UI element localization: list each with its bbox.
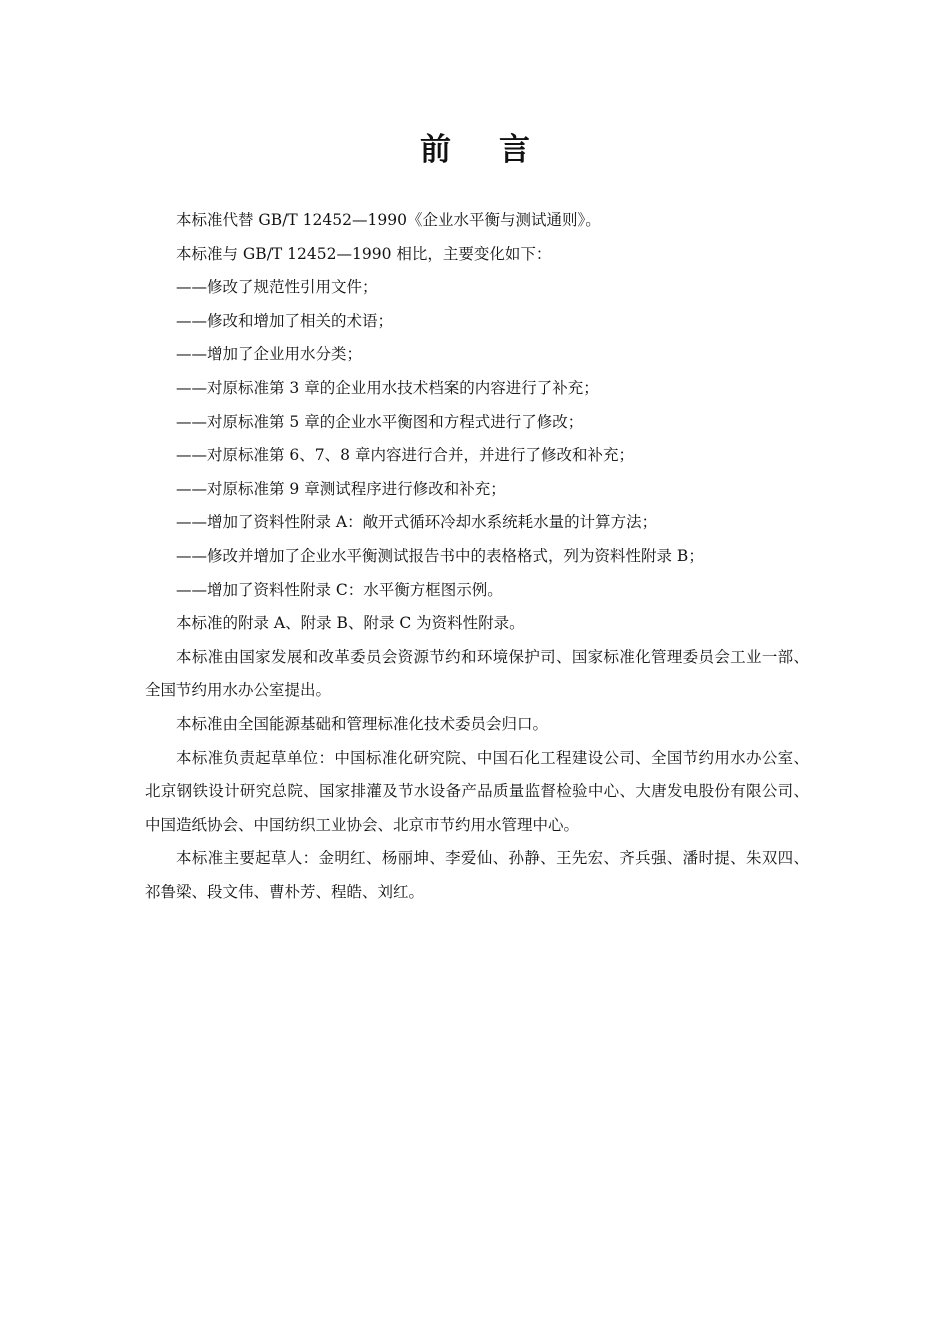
- paragraph: 本标准由国家发展和改革委员会资源节约和环境保护司、国家标准化管理委员会工业一部、全国节约用水办公室提出。: [145, 647, 809, 700]
- paragraph: 本标准负责起草单位：中国标准化研究院、中国石化工程建设公司、全国节约用水办公室、北京钢铁设计研究总院、国家排灌及节水设备产品质量监督检验中心、大唐发电股份有限公司、中国造纸协会、中国纺织工业协会、北京市节约用水管理中心。: [145, 748, 809, 834]
- paragraph: 本标准主要起草人：金明红、杨丽坤、李爱仙、孙静、王先宏、齐兵强、潘时提、朱双四、祁鲁梁、段文伟、曹朴芳、程皓、刘红。: [145, 849, 809, 901]
- paragraph: 本标准代替 GB/T 12452—1990《企业水平衡与测试通则》。: [176, 211, 601, 229]
- paragraph: 本标准与 GB/T 12452—1990 相比，主要变化如下：: [176, 244, 552, 263]
- list-item: ——修改并增加了企业水平衡测试报告书中的表格格式，列为资料性附录 B；: [176, 546, 704, 565]
- paragraph: 本标准由全国能源基础和管理标准化技术委员会归口。: [176, 714, 549, 733]
- list-item: ——修改了规范性引用文件；: [176, 278, 378, 297]
- list-item: ——对原标准第 9 章测试程序进行修改和补充；: [176, 479, 506, 498]
- list-item: ——对原标准第 5 章的企业水平衡图和方程式进行了修改；: [176, 412, 584, 431]
- list-item: ——修改和增加了相关的术语；: [176, 311, 394, 330]
- document-body: [145, 204, 809, 909]
- list-item: ——对原标准第 6、7、8 章内容进行合并，并进行了修改和补充；: [176, 446, 634, 465]
- list-item: ——对原标准第 3 章的企业用水技术档案的内容进行了补充；: [176, 378, 599, 397]
- paragraph: 本标准的附录 A、附录 B、附录 C 为资料性附录。: [176, 614, 525, 633]
- page-title: 前言: [420, 132, 578, 168]
- list-item: ——增加了资料性附录 A：敞开式循环冷却水系统耗水量的计算方法；: [176, 513, 658, 532]
- list-item: ——增加了资料性附录 C：水平衡方框图示例。: [176, 580, 503, 599]
- list-item: ——增加了企业用水分类；: [176, 345, 363, 364]
